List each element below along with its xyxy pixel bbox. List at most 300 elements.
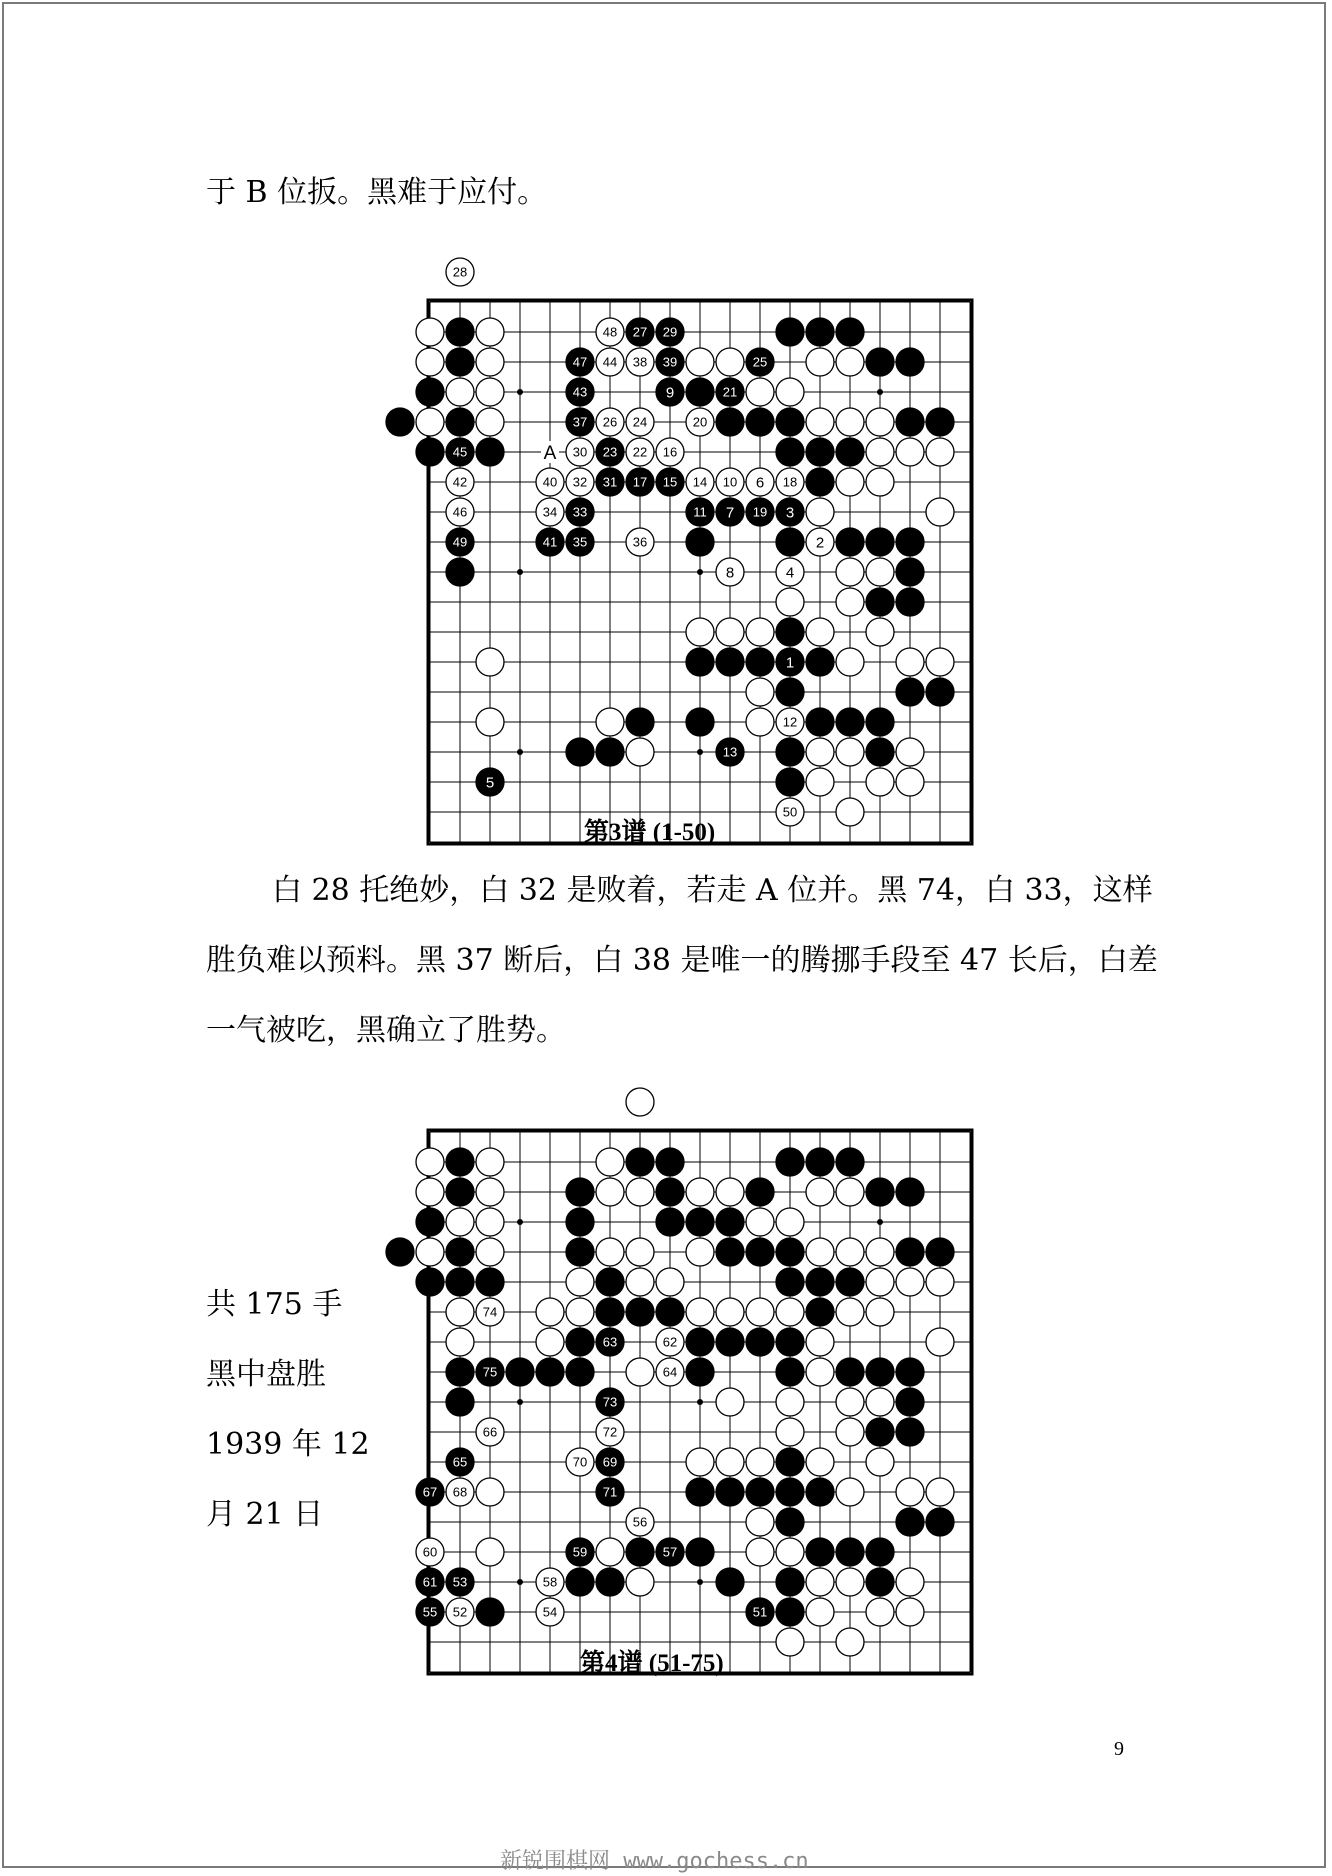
black-stone bbox=[686, 1478, 714, 1506]
black-stone bbox=[806, 1478, 834, 1506]
white-stone bbox=[776, 588, 804, 616]
white-stone bbox=[716, 348, 744, 376]
black-stone bbox=[566, 348, 594, 376]
move-number: 20 bbox=[692, 414, 708, 430]
white-stone bbox=[626, 738, 654, 766]
white-stone bbox=[536, 1298, 564, 1326]
black-stone bbox=[626, 1538, 654, 1566]
white-stone bbox=[416, 1178, 444, 1206]
black-stone bbox=[776, 1478, 804, 1506]
black-stone bbox=[686, 1328, 714, 1356]
white-stone bbox=[806, 618, 834, 646]
white-stone bbox=[746, 1208, 774, 1236]
black-stone bbox=[416, 438, 444, 466]
white-stone bbox=[596, 1238, 624, 1266]
go-diagram-4 bbox=[380, 1082, 940, 1642]
white-stone bbox=[476, 378, 504, 406]
black-stone bbox=[446, 1178, 474, 1206]
page-number: 9 bbox=[1114, 1738, 1124, 1760]
move-number: 18 bbox=[782, 474, 798, 490]
black-stone bbox=[476, 438, 504, 466]
black-stone bbox=[896, 1418, 924, 1446]
white-stone bbox=[596, 1538, 624, 1566]
black-stone bbox=[536, 528, 564, 556]
move-number: 27 bbox=[632, 324, 648, 340]
white-stone bbox=[836, 408, 864, 436]
white-stone bbox=[596, 1148, 624, 1176]
move-number: 68 bbox=[452, 1484, 468, 1500]
black-stone bbox=[896, 408, 924, 436]
black-stone bbox=[926, 1508, 954, 1536]
black-stone bbox=[566, 1358, 594, 1386]
black-stone bbox=[716, 1238, 744, 1266]
black-stone bbox=[716, 648, 744, 676]
black-stone bbox=[566, 1178, 594, 1206]
black-stone bbox=[896, 528, 924, 556]
paragraph-line-3: 一气被吃，黑确立了胜势。 bbox=[206, 1013, 566, 1048]
star-point bbox=[877, 1219, 883, 1225]
white-stone bbox=[416, 318, 444, 346]
white-stone bbox=[626, 528, 654, 556]
black-stone bbox=[416, 1268, 444, 1296]
white-stone bbox=[596, 1418, 624, 1446]
white-stone bbox=[536, 1328, 564, 1356]
move-number: 44 bbox=[602, 354, 618, 370]
black-stone bbox=[866, 1418, 894, 1446]
white-stone bbox=[896, 438, 924, 466]
white-stone bbox=[746, 618, 774, 646]
black-stone bbox=[866, 528, 894, 556]
black-stone bbox=[566, 1238, 594, 1266]
black-stone bbox=[626, 1148, 654, 1176]
move-number: 35 bbox=[572, 534, 588, 550]
black-stone bbox=[656, 378, 684, 406]
black-stone bbox=[596, 1568, 624, 1596]
black-stone bbox=[836, 708, 864, 736]
move-number: 25 bbox=[752, 354, 768, 370]
white-stone bbox=[476, 1148, 504, 1176]
white-stone bbox=[746, 1538, 774, 1566]
move-number: 34 bbox=[542, 504, 558, 520]
black-stone bbox=[866, 1358, 894, 1386]
black-stone bbox=[566, 378, 594, 406]
black-stone bbox=[596, 1328, 624, 1356]
black-stone bbox=[656, 348, 684, 376]
white-stone bbox=[866, 1268, 894, 1296]
move-number: 72 bbox=[602, 1424, 618, 1440]
move-number: 11 bbox=[693, 504, 707, 520]
move-number: 50 bbox=[782, 804, 798, 820]
white-stone bbox=[626, 1508, 654, 1536]
black-stone bbox=[686, 648, 714, 676]
black-stone bbox=[776, 1328, 804, 1356]
paragraph-line-2: 胜负难以预料。黑 37 断后，白 38 是唯一的腾挪手段至 47 长后，白差 bbox=[206, 943, 1158, 978]
move-number: 41 bbox=[542, 534, 558, 550]
move-number: 3 bbox=[785, 504, 795, 522]
white-stone bbox=[806, 1328, 834, 1356]
white-stone bbox=[446, 1598, 474, 1626]
black-stone bbox=[716, 378, 744, 406]
white-stone bbox=[866, 768, 894, 796]
move-number: 51 bbox=[752, 1604, 768, 1620]
black-stone bbox=[656, 1178, 684, 1206]
star-point bbox=[517, 1219, 523, 1225]
white-stone bbox=[896, 1478, 924, 1506]
white-stone bbox=[746, 1298, 774, 1326]
white-stone bbox=[566, 438, 594, 466]
black-stone bbox=[776, 648, 804, 676]
white-stone bbox=[896, 1568, 924, 1596]
diagram-3-caption: 第3谱 (1-50) bbox=[584, 819, 716, 846]
white-stone bbox=[776, 1388, 804, 1416]
move-number: 13 bbox=[722, 744, 738, 760]
move-number: 4 bbox=[785, 564, 795, 582]
star-point bbox=[517, 1399, 523, 1405]
white-stone bbox=[716, 618, 744, 646]
move-number: 54 bbox=[542, 1604, 558, 1620]
black-stone bbox=[626, 1298, 654, 1326]
white-stone bbox=[656, 1358, 684, 1386]
white-stone bbox=[746, 1508, 774, 1536]
black-stone bbox=[776, 738, 804, 766]
white-stone bbox=[776, 1538, 804, 1566]
black-stone bbox=[416, 1478, 444, 1506]
white-stone bbox=[686, 468, 714, 496]
white-stone bbox=[476, 1178, 504, 1206]
black-stone bbox=[836, 1538, 864, 1566]
white-stone bbox=[776, 558, 804, 586]
white-stone bbox=[686, 618, 714, 646]
white-stone bbox=[896, 648, 924, 676]
black-stone bbox=[656, 1208, 684, 1236]
move-number: 42 bbox=[452, 474, 468, 490]
white-stone bbox=[716, 1388, 744, 1416]
white-stone bbox=[776, 1208, 804, 1236]
move-number: 47 bbox=[572, 354, 588, 370]
black-stone bbox=[776, 1448, 804, 1476]
white-stone bbox=[866, 408, 894, 436]
white-stone bbox=[926, 1478, 954, 1506]
black-stone bbox=[806, 1148, 834, 1176]
white-stone bbox=[596, 318, 624, 346]
move-number: 52 bbox=[452, 1604, 468, 1620]
white-stone bbox=[536, 468, 564, 496]
move-number: 10 bbox=[722, 474, 738, 490]
star-point bbox=[517, 569, 523, 575]
game-moves-total: 共 175 手 bbox=[206, 1287, 343, 1322]
white-stone bbox=[626, 408, 654, 436]
black-stone bbox=[686, 708, 714, 736]
move-number: 46 bbox=[452, 504, 468, 520]
black-stone bbox=[926, 1238, 954, 1266]
move-number: 30 bbox=[572, 444, 588, 460]
black-stone bbox=[806, 468, 834, 496]
white-stone bbox=[686, 408, 714, 436]
black-stone bbox=[776, 1238, 804, 1266]
move-number: 21 bbox=[722, 384, 738, 400]
black-stone bbox=[716, 1328, 744, 1356]
move-number: 70 bbox=[572, 1454, 588, 1470]
text-line-top: 于 B 位扳。黑难于应付。 bbox=[206, 175, 548, 210]
white-stone bbox=[926, 1328, 954, 1356]
star-point bbox=[517, 389, 523, 395]
black-stone bbox=[566, 1208, 594, 1236]
black-stone bbox=[686, 1358, 714, 1386]
black-stone bbox=[656, 1538, 684, 1566]
white-stone bbox=[626, 1568, 654, 1596]
move-number: 71 bbox=[602, 1484, 618, 1500]
black-stone bbox=[566, 498, 594, 526]
star-point bbox=[517, 749, 523, 755]
move-number: 7 bbox=[725, 504, 735, 522]
white-stone bbox=[536, 498, 564, 526]
black-stone bbox=[656, 1148, 684, 1176]
white-stone bbox=[866, 1388, 894, 1416]
white-stone bbox=[836, 1568, 864, 1596]
white-stone bbox=[446, 1478, 474, 1506]
move-number: 28 bbox=[452, 264, 468, 280]
white-stone bbox=[896, 738, 924, 766]
white-stone bbox=[686, 1238, 714, 1266]
move-number: 65 bbox=[452, 1454, 468, 1470]
black-stone bbox=[806, 1538, 834, 1566]
black-stone bbox=[446, 1388, 474, 1416]
black-stone bbox=[446, 348, 474, 376]
move-number: 17 bbox=[632, 474, 648, 490]
white-stone bbox=[926, 648, 954, 676]
black-stone bbox=[836, 1268, 864, 1296]
black-stone bbox=[776, 1268, 804, 1296]
move-number: 64 bbox=[662, 1364, 678, 1380]
white-stone bbox=[746, 708, 774, 736]
point-label-a: A bbox=[543, 443, 557, 464]
white-stone bbox=[446, 468, 474, 496]
black-stone bbox=[776, 1598, 804, 1626]
move-number: 58 bbox=[542, 1574, 558, 1590]
white-stone bbox=[416, 1538, 444, 1566]
white-stone bbox=[836, 1178, 864, 1206]
white-stone bbox=[686, 1178, 714, 1206]
white-stone bbox=[866, 1238, 894, 1266]
move-number: 2 bbox=[815, 534, 825, 552]
black-stone bbox=[806, 708, 834, 736]
white-stone bbox=[626, 1268, 654, 1296]
star-point bbox=[697, 1579, 703, 1585]
white-stone bbox=[476, 1298, 504, 1326]
white-stone bbox=[836, 1478, 864, 1506]
black-stone bbox=[446, 528, 474, 556]
white-stone bbox=[806, 1238, 834, 1266]
black-stone bbox=[776, 528, 804, 556]
black-stone bbox=[896, 1238, 924, 1266]
move-number: 66 bbox=[482, 1424, 498, 1440]
white-stone bbox=[626, 348, 654, 376]
game-date-line-1: 1939 年 12 bbox=[206, 1427, 370, 1462]
black-stone bbox=[746, 408, 774, 436]
move-number: 12 bbox=[782, 714, 798, 730]
black-stone bbox=[596, 1268, 624, 1296]
white-stone bbox=[686, 1448, 714, 1476]
white-stone bbox=[446, 1298, 474, 1326]
white-stone bbox=[836, 1418, 864, 1446]
move-number: 62 bbox=[662, 1334, 678, 1350]
black-stone bbox=[446, 1148, 474, 1176]
white-stone bbox=[836, 1388, 864, 1416]
black-stone bbox=[776, 768, 804, 796]
black-stone bbox=[896, 588, 924, 616]
black-stone bbox=[476, 1268, 504, 1296]
black-stone bbox=[866, 348, 894, 376]
white-stone bbox=[776, 1628, 804, 1656]
white-stone bbox=[416, 1238, 444, 1266]
white-stone bbox=[746, 1448, 774, 1476]
white-stone bbox=[686, 348, 714, 376]
move-number: 59 bbox=[572, 1544, 588, 1560]
white-stone bbox=[896, 768, 924, 796]
move-number: 38 bbox=[632, 354, 648, 370]
black-stone bbox=[656, 468, 684, 496]
black-stone bbox=[626, 318, 654, 346]
game-date-line-2: 月 21 日 bbox=[206, 1497, 324, 1532]
black-stone bbox=[866, 1568, 894, 1596]
black-stone bbox=[776, 1568, 804, 1596]
white-stone bbox=[806, 498, 834, 526]
black-stone bbox=[566, 528, 594, 556]
move-number: 31 bbox=[602, 474, 618, 490]
black-stone bbox=[446, 1568, 474, 1596]
white-stone bbox=[716, 1298, 744, 1326]
white-stone bbox=[566, 468, 594, 496]
paragraph-line-1: 白 28 托绝妙，白 32 是败着，若走 A 位并。黑 74，白 33，这样 bbox=[272, 873, 1153, 908]
move-number: 56 bbox=[632, 1514, 648, 1530]
white-stone bbox=[476, 348, 504, 376]
white-stone bbox=[626, 438, 654, 466]
go-diagram-3 bbox=[380, 252, 940, 820]
white-stone bbox=[476, 318, 504, 346]
black-stone bbox=[746, 1598, 774, 1626]
white-stone bbox=[806, 348, 834, 376]
white-stone bbox=[596, 348, 624, 376]
white-stone bbox=[806, 528, 834, 556]
black-stone bbox=[446, 1358, 474, 1386]
white-stone bbox=[866, 1298, 894, 1326]
black-stone bbox=[896, 1178, 924, 1206]
white-stone bbox=[866, 618, 894, 646]
move-number: 14 bbox=[692, 474, 708, 490]
star-point bbox=[517, 1579, 523, 1585]
site-watermark: 新锐围棋网 www.gochess.cn bbox=[500, 1849, 809, 1874]
white-stone bbox=[776, 1298, 804, 1326]
black-stone bbox=[626, 468, 654, 496]
game-result: 黑中盘胜 bbox=[206, 1357, 326, 1392]
white-stone bbox=[536, 1568, 564, 1596]
black-stone bbox=[866, 588, 894, 616]
white-stone bbox=[416, 1148, 444, 1176]
move-number: 43 bbox=[572, 384, 588, 400]
white-stone bbox=[926, 438, 954, 466]
black-stone bbox=[776, 618, 804, 646]
white-stone bbox=[446, 498, 474, 526]
black-stone bbox=[776, 1358, 804, 1386]
move-number: 57 bbox=[662, 1544, 678, 1560]
white-stone bbox=[806, 1178, 834, 1206]
black-stone bbox=[926, 678, 954, 706]
white-stone bbox=[476, 1478, 504, 1506]
white-stone bbox=[836, 648, 864, 676]
black-stone bbox=[386, 408, 414, 436]
white-stone bbox=[566, 1298, 594, 1326]
move-number: 49 bbox=[452, 534, 468, 550]
black-stone bbox=[836, 528, 864, 556]
white-stone bbox=[806, 1358, 834, 1386]
black-stone bbox=[776, 1508, 804, 1536]
black-stone bbox=[806, 648, 834, 676]
white-stone bbox=[926, 498, 954, 526]
move-number: 5 bbox=[485, 774, 495, 792]
black-stone bbox=[776, 678, 804, 706]
white-stone bbox=[866, 438, 894, 466]
white-stone bbox=[836, 348, 864, 376]
black-stone bbox=[776, 498, 804, 526]
black-stone bbox=[596, 1478, 624, 1506]
black-stone bbox=[866, 738, 894, 766]
black-stone bbox=[716, 1208, 744, 1236]
black-stone bbox=[446, 408, 474, 436]
black-stone bbox=[686, 378, 714, 406]
white-stone bbox=[476, 408, 504, 436]
black-stone bbox=[596, 468, 624, 496]
move-number: 45 bbox=[452, 444, 468, 460]
black-stone bbox=[446, 318, 474, 346]
black-stone bbox=[746, 348, 774, 376]
black-stone bbox=[926, 408, 954, 436]
black-stone bbox=[896, 678, 924, 706]
black-stone bbox=[566, 408, 594, 436]
star-point bbox=[697, 749, 703, 755]
move-number: 1 bbox=[785, 654, 795, 672]
white-stone bbox=[476, 648, 504, 676]
black-stone bbox=[416, 1208, 444, 1236]
black-stone bbox=[896, 1358, 924, 1386]
black-stone bbox=[746, 1178, 774, 1206]
black-stone bbox=[416, 378, 444, 406]
diagram-4-caption: 第4谱 (51-75) bbox=[580, 1650, 724, 1677]
black-stone bbox=[836, 1358, 864, 1386]
white-stone bbox=[446, 1328, 474, 1356]
black-stone bbox=[596, 438, 624, 466]
move-number: 40 bbox=[542, 474, 558, 490]
white-stone bbox=[626, 1358, 654, 1386]
move-number: 39 bbox=[662, 354, 678, 370]
move-number: 29 bbox=[662, 324, 678, 340]
move-number: 69 bbox=[602, 1454, 618, 1470]
black-stone bbox=[686, 1208, 714, 1236]
white-stone bbox=[806, 738, 834, 766]
move-number: 26 bbox=[602, 414, 618, 430]
white-stone bbox=[776, 378, 804, 406]
black-stone bbox=[566, 1568, 594, 1596]
black-stone bbox=[446, 438, 474, 466]
white-stone bbox=[926, 1268, 954, 1296]
black-stone bbox=[896, 1508, 924, 1536]
black-stone bbox=[446, 1448, 474, 1476]
black-stone bbox=[836, 1148, 864, 1176]
white-stone bbox=[896, 1598, 924, 1626]
black-stone bbox=[746, 1238, 774, 1266]
move-number: 16 bbox=[662, 444, 678, 460]
white-stone bbox=[746, 678, 774, 706]
black-stone bbox=[686, 1538, 714, 1566]
